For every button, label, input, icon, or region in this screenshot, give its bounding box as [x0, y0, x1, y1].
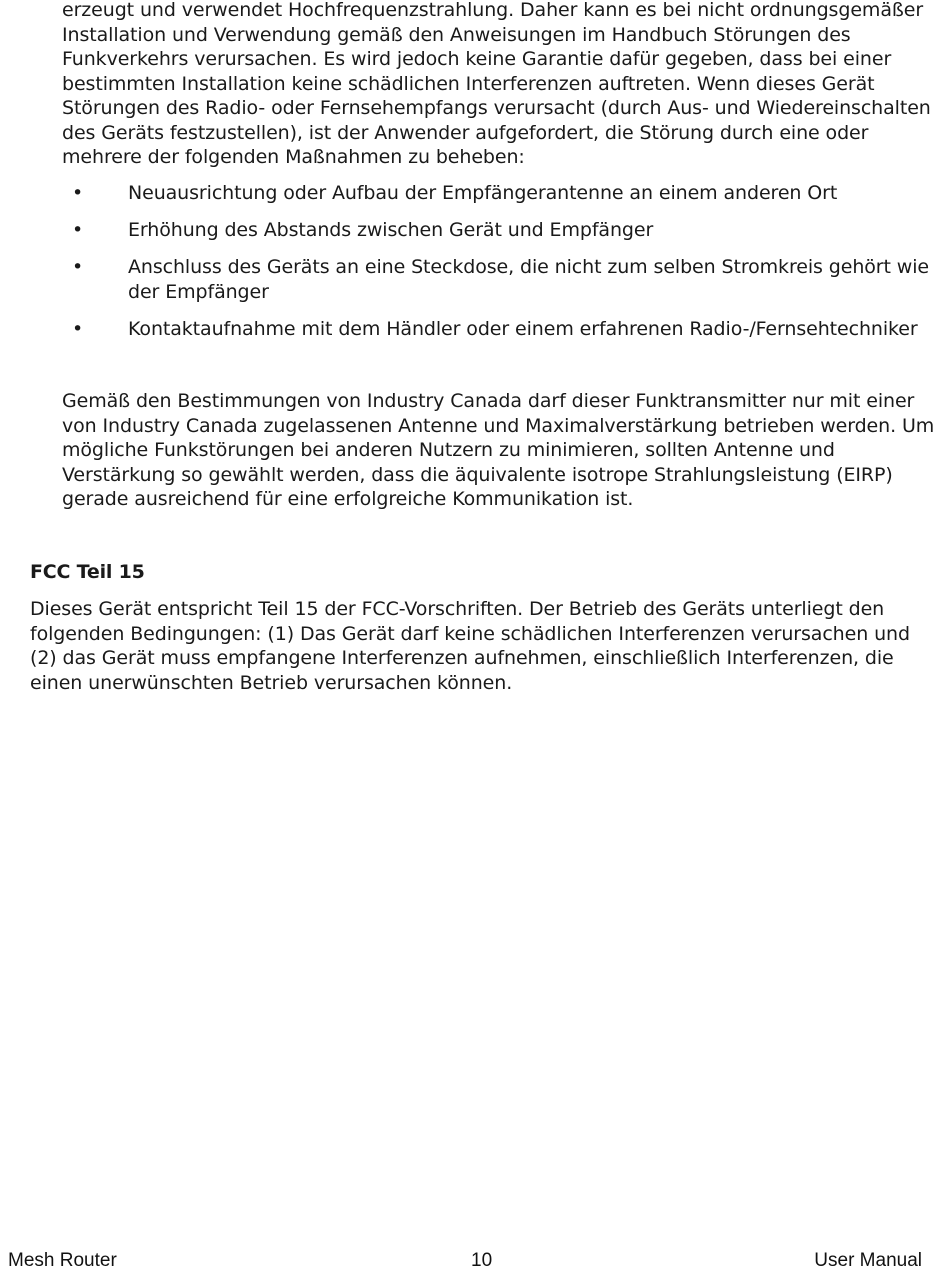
section-heading: FCC Teil 15	[30, 561, 145, 583]
bullet-item	[62, 255, 942, 304]
bullet-icon: •	[72, 219, 84, 241]
bullet-item	[62, 181, 942, 206]
bullet-item	[62, 317, 942, 342]
bullet-text: Kontaktaufnahme mit dem Händler oder einem erfahrenen Radio-/Fernsehtechniker	[128, 317, 918, 340]
bullet-text: Erhöhung des Abstands zwischen Gerät und Empfänger	[128, 219, 654, 241]
footer-page-number: 10	[471, 1250, 493, 1271]
bullet-text: Neuausrichtung oder Aufbau der Empfängerantenne an einem anderen Ort	[128, 182, 838, 204]
bullet-icon: •	[72, 182, 84, 204]
bullet-list	[62, 181, 942, 354]
footer-product-name: Mesh Router	[8, 1250, 117, 1271]
footer-document-type: User Manual	[814, 1250, 922, 1271]
industry-canada-paragraph: Gemäß den Bestimmungen von Industry Canada darf dieser Funktransmitter nur mit einer von Industry Canada zugelassenen Antenne und Maximalverstärkung betrieben werden. Um mögliche Funkstörungen bei anderen Nutzern zu minimieren, sollten Antenne und Verstärkung so gewählt werden, dass die äquivalente isotrope Strahlungsleistung (EIRP) gerade ausreichend für eine erfolgreiche Kommunikation ist.	[62, 390, 935, 510]
intro-paragraph: erzeugt und verwendet Hochfrequenzstrahlung. Daher kann es bei nicht ordnungsgemäßer Installation und Verwendung gemäß den Anweisungen im Handbuch Störungen des Funkverkehrs verursachen. Es wird jedoch keine Garantie dafür gegeben, dass bei einer bestimmten Installation keine schädlichen Interferenzen auftreten. Wenn dieses Gerät Störungen des Radio- oder Fernsehempfangs verursacht (durch Aus- und Wiedereinschalten des Geräts festzustellen), ist der Anwender aufgefordert, die Störung durch eine oder mehrere der folgenden Maßnahmen zu beheben:	[62, 0, 931, 168]
bullet-text: Anschluss des Geräts an eine Steckdose, die nicht zum selben Stromkreis gehört wie der Empfänger	[128, 256, 929, 303]
bullet-icon: •	[72, 256, 84, 278]
fcc-paragraph: Dieses Gerät entspricht Teil 15 der FCC-Vorschriften. Der Betrieb des Geräts unterliegt den folgenden Bedingungen: (1) Das Gerät darf keine schädlichen Interferenzen verursachen und (2) das Gerät muss empfangene Interferenzen aufnehmen, einschließlich Interferenzen, die einen unerwünschten Betrieb verursachen können.	[30, 598, 910, 694]
bullet-item	[62, 218, 942, 243]
bullet-icon: •	[72, 317, 84, 340]
